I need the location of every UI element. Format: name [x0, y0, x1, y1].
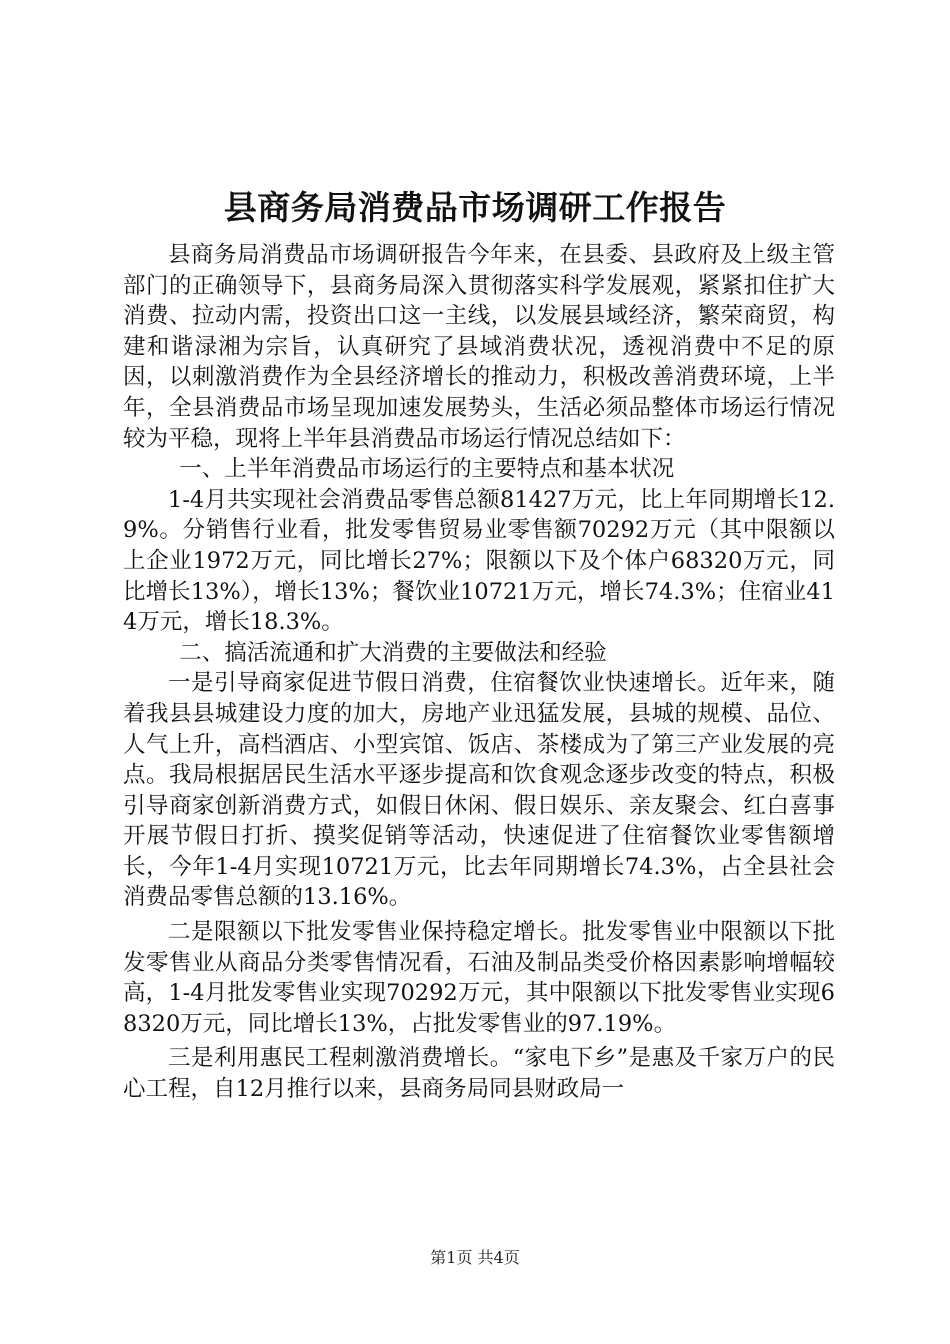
section-heading-2: 二、搞活流通和扩大消费的主要做法和经验	[179, 639, 607, 666]
document-title: 县商务局消费品市场调研工作报告	[223, 188, 727, 227]
measure-paragraph-2: 二是限额以下批发零售业保持稳定增长。批发零售业中限额以下批发零售业从商品分类零售情况看，石油及制品类受价格因素影响增幅较高，1-4月批发零售业实现70292万元，其中限额以下批发零售业实现68320万元，同比增长13%，占批发零售业的97.19%。	[123, 919, 835, 1037]
intro-paragraph: 县商务局消费品市场调研报告今年来，在县委、县政府及上级主管部门的正确领导下，县商务局深入贯彻落实科学发展观，紧紧扣住扩大消费、拉动内需，投资出口这一主线，以发展县域经济，繁荣商贸，构建和谐渌湘为宗旨，认真研究了县域消费状况，透视消费中不足的原因，以刺激消费作为全县经济增长的推动力，积极改善消费环境，上半年，全县消费品市场呈现加速发展势头，生活必须品整体市场运行情况较为平稳，现将上半年县消费品市场运行情况总结如下：	[123, 242, 835, 452]
document-body	[123, 240, 835, 1105]
measure-paragraph-1: 一是引导商家促进节假日消费，住宿餐饮业快速增长。近年来，随着我县县城建设力度的加大，房地产业迅猛发展，县城的规模、品位、人气上升，高档酒店、小型宾馆、饭店、茶楼成为了第三产业发展的亮点。我局根据居民生活水平逐步提高和饮食观念逐步改变的特点，积极引导商家创新消费方式，如假日休闲、假日娱乐、亲友聚会、红白喜事开展节假日打折、摸奖促销等活动，快速促进了住宿餐饮业零售额增长，今年1-4月实现10721万元，比去年同期增长74.3%，占全县社会消费品零售总额的13.16%。	[123, 670, 835, 911]
measure-paragraph-3: 三是利用惠民工程刺激消费增长。“家电下乡”是惠及千家万户的民心工程，自12月推行以来，县商务局同县财政局一	[123, 1045, 835, 1103]
section-heading-1: 一、上半年消费品市场运行的主要特点和基本状况	[179, 456, 675, 483]
page-footer: 第1页 共4页	[430, 1248, 520, 1267]
statistics-paragraph: 1-4月共实现社会消费品零售总额81427万元，比上年同期增长12.9%。分销售行业看，批发零售贸易业零售额70292万元（其中限额以上企业1972万元，同比增长27%；限额以下及个体户68320万元，同比增长13%），增长13%；餐饮业10721万元，增长74.3%；住宿业414万元，增长18.3%。	[123, 486, 835, 636]
